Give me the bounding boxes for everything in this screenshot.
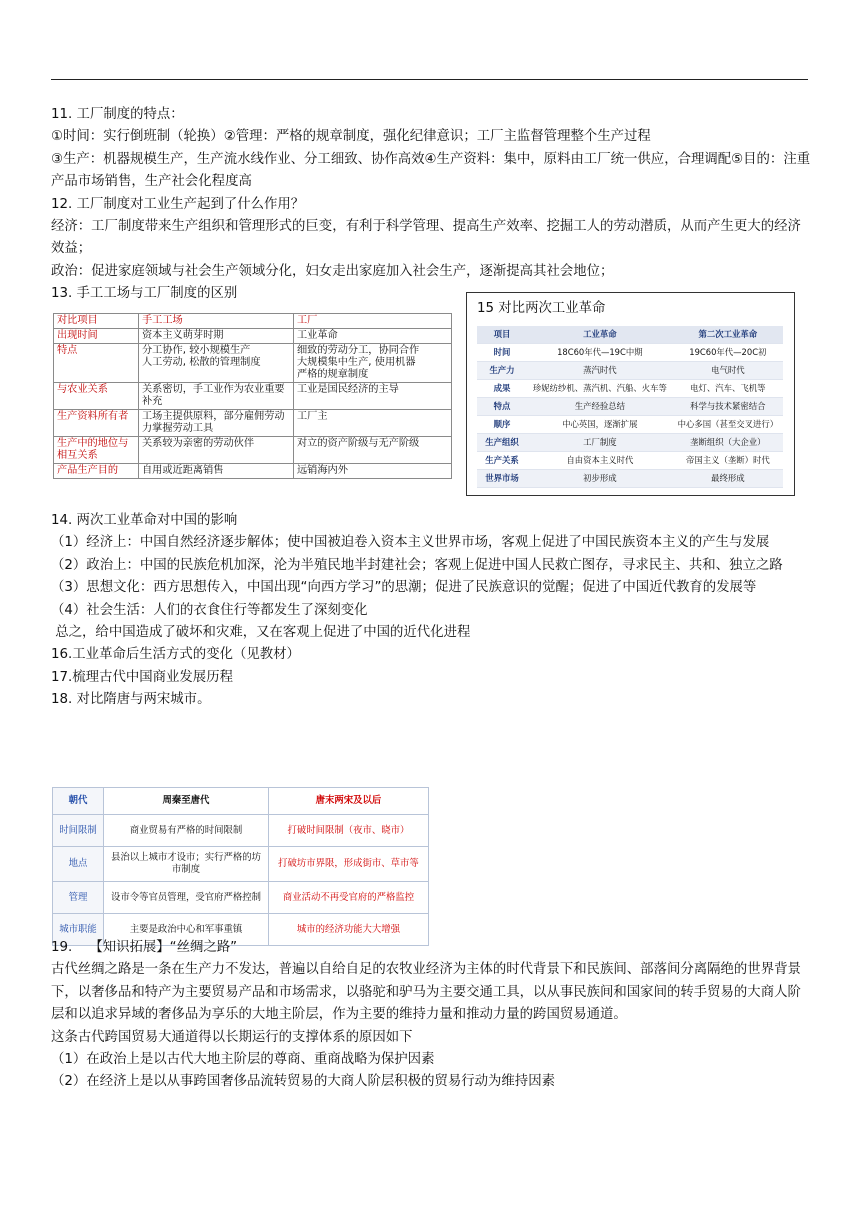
table-row <box>53 882 429 914</box>
row-label: 管理 <box>53 882 104 914</box>
section-14-line: （1）经济上：中国自然经济逐步解体；使中国被迫卷入资本主义世界市场，客观上促进了中国民族资本主义的产生与发展 <box>51 535 770 551</box>
table-cell: 打破坊市界限，形成街市、草市等 <box>269 847 429 882</box>
table-cell: 主要是政治中心和军事重镇 <box>104 914 269 946</box>
table-header-cell: 项目 <box>477 326 527 344</box>
section-19-line: （2）在经济上是以从事跨国奢侈品流转贸易的大商人阶层积极的贸易行动为维持因素 <box>51 1074 555 1090</box>
table-row <box>54 410 452 437</box>
row-label: 时间限制 <box>53 815 104 847</box>
section-14-title: 14. 两次工业革命对中国的影响 <box>51 513 238 528</box>
table-header-cell: 唐末两宋及以后 <box>269 788 429 815</box>
industrial-revolutions-table <box>477 326 783 488</box>
row-label: 生产组织 <box>477 434 527 452</box>
section-11-line: ③生产：机器规模生产，生产流水线作业、分工细致、协作高效④生产资料：集中，原料由工厂统一供应，合理调配⑤目的：注重产品市场销售，生产社会化程度高 <box>51 151 811 190</box>
section-18-title: 18. 对比隋唐与两宋城市。 <box>51 692 211 708</box>
table-row <box>477 470 783 488</box>
table-cell: 中心英国，逐渐扩展 <box>527 416 673 434</box>
row-label: 与农业关系 <box>54 383 139 410</box>
table-header-cell: 周秦至唐代 <box>104 788 269 815</box>
row-label: 时间 <box>477 344 527 362</box>
table-header-cell: 工业革命 <box>527 326 673 344</box>
section-11-title: 11. 工厂制度的特点： <box>51 107 184 122</box>
table-cell: 打破时间限制（夜市、晓市） <box>269 815 429 847</box>
table-cell: 自用或近距离销售 <box>139 464 294 479</box>
table-cell: 电灯、汽车、飞机等 <box>673 380 783 398</box>
row-label: 顺序 <box>477 416 527 434</box>
table-cell: 关系较为亲密的劳动伙伴 <box>139 437 294 464</box>
table-cell: 垄断组织（大企业） <box>673 434 783 452</box>
table-header-cell: 第二次工业革命 <box>673 326 783 344</box>
section-13-title: 13. 手工工场与工厂制度的区别 <box>51 286 238 302</box>
section-14-line: （4）社会生活：人们的衣食住行等都发生了深刻变化 <box>51 602 368 618</box>
table-cell: 科学与技术紧密结合 <box>673 398 783 416</box>
table-cell: 对立的资产阶级与无产阶级 <box>294 437 452 464</box>
row-label: 生产资料所有者 <box>54 410 139 437</box>
city-comparison-table <box>52 787 429 946</box>
section-14 <box>51 510 811 712</box>
row-label: 产品生产目的 <box>54 464 139 479</box>
table-cell: 细致的劳动分工，协同合作 大规模集中生产, 使用机器 严格的规章制度 <box>294 344 452 383</box>
industrial-revolutions-box <box>466 292 795 496</box>
table-row <box>54 464 452 479</box>
section-14-line: 总之，给中国造成了破坏和灾难，又在客观上促进了中国的近代化进程 <box>51 625 471 641</box>
section-16-title: 16.工业革命后生活方式的变化（见教材） <box>51 647 300 663</box>
table-row <box>53 847 429 882</box>
section-12-line: 政治：促进家庭领域与社会生产领域分化，妇女走出家庭加入社会生产，逐渐提高其社会地位； <box>51 263 614 279</box>
section-19-line: 这条古代跨国贸易大通道得以长期运行的支撑体系的原因如下 <box>51 1029 413 1045</box>
row-label: 出现时间 <box>54 329 139 344</box>
section-19-line: 古代丝绸之路是一条在生产力不发达，普遍以自给自足的农牧业经济为主体的时代背景下和民族间、部落间分离隔绝的世界背景下，以奢侈品和特产为主要贸易产品和市场需求，以骆驼和驴马为主要交通工具，以从事民族间和国家间的转手贸易的大商人阶层和以追求异域的奢侈品为享乐的大地主阶层，作为主要的维持力量和推动力量的跨国贸易通道。 <box>51 962 801 1023</box>
row-label: 特点 <box>477 398 527 416</box>
table-cell: 18C60年代—19C中期 <box>527 344 673 362</box>
table-row <box>54 344 452 383</box>
table-cell: 设市令等官员管理，受官府严格控制 <box>104 882 269 914</box>
row-label: 生产力 <box>477 362 527 380</box>
table-cell: 中心多国（甚至交叉进行） <box>673 416 783 434</box>
table-cell: 商业贸易有严格的时间限制 <box>104 815 269 847</box>
table-cell: 工场主提供原料，部分雇佣劳动力掌握劳动工具 <box>139 410 294 437</box>
table-cell: 分工协作, 较小规模生产 人工劳动, 松散的管理制度 <box>139 344 294 383</box>
section-19-line: （1）在政治上是以古代大地主阶层的尊商、重商战略为保护因素 <box>51 1052 435 1068</box>
table-row <box>477 398 783 416</box>
table-row <box>477 380 783 398</box>
table-row <box>477 344 783 362</box>
table-cell: 电气时代 <box>673 362 783 380</box>
table-cell: 珍妮纺纱机、蒸汽机、汽船、火车等 <box>527 380 673 398</box>
table-cell: 工业是国民经济的主导 <box>294 383 452 410</box>
table-cell: 帝国主义（垄断）时代 <box>673 452 783 470</box>
section-14-line: （2）政治上：中国的民族危机加深，沦为半殖民地半封建社会；客观上促进中国人民救亡图存，寻求民主、共和、独立之路 <box>51 557 783 573</box>
section-11 <box>51 104 811 306</box>
table-cell: 19C60年代—20C初 <box>673 344 783 362</box>
table-header-cell: 对比项目 <box>54 314 139 329</box>
table-cell: 初步形成 <box>527 470 673 488</box>
table-row <box>54 329 452 344</box>
section-17-title: 17.梳理古代中国商业发展历程 <box>51 669 233 685</box>
table-cell: 关系密切，手工业作为农业重要补充 <box>139 383 294 410</box>
table-row <box>477 434 783 452</box>
table-cell: 自由资本主义时代 <box>527 452 673 470</box>
table-row <box>477 362 783 380</box>
row-label: 地点 <box>53 847 104 882</box>
section-12-title: 12. 工厂制度对工业生产起到了什么作用？ <box>51 196 305 212</box>
table-row <box>53 815 429 847</box>
table-cell: 工厂制度 <box>527 434 673 452</box>
table-cell: 最终形成 <box>673 470 783 488</box>
table-row <box>477 452 783 470</box>
section-19-title: 19. 【知识拓展】“丝绸之路” <box>51 940 238 955</box>
section-19 <box>51 937 811 1094</box>
section-14-line: （3）思想文化：西方思想传入，中国出现“向西方学习”的思潮；促进了民族意识的觉醒；促进了中国近代教育的发展等 <box>51 580 757 596</box>
table-cell: 县治以上城市才设市；实行严格的坊市制度 <box>104 847 269 882</box>
section-11-line: ①时间：实行倒班制（轮换）②管理：严格的规章制度，强化纪律意识；工厂主监督管理整个生产过程 <box>51 129 651 145</box>
table-row <box>54 437 452 464</box>
section-12-line: 经济：工厂制度带来生产组织和管理形式的巨变，有利于科学管理、提高生产效率、挖掘工人的劳动潜质，从而产生更大的经济效益； <box>51 219 801 257</box>
table-row <box>477 416 783 434</box>
table-cell: 工厂主 <box>294 410 452 437</box>
table-cell: 生产经验总结 <box>527 398 673 416</box>
table-cell: 商业活动不再受官府的严格监控 <box>269 882 429 914</box>
table-cell: 工业革命 <box>294 329 452 344</box>
table-cell: 蒸汽时代 <box>527 362 673 380</box>
table-cell: 城市的经济功能大大增强 <box>269 914 429 946</box>
row-label: 生产关系 <box>477 452 527 470</box>
table-cell: 资本主义萌芽时期 <box>139 329 294 344</box>
row-label: 成果 <box>477 380 527 398</box>
handicraft-vs-factory-table <box>53 313 452 479</box>
table-header-cell: 朝代 <box>53 788 104 815</box>
section-15-title: 15 对比两次工业革命 <box>477 301 606 316</box>
table-header-cell: 手工工场 <box>139 314 294 329</box>
row-label: 特点 <box>54 344 139 383</box>
table-cell: 远销海内外 <box>294 464 452 479</box>
table-row <box>54 383 452 410</box>
row-label: 城市职能 <box>53 914 104 946</box>
row-label: 世界市场 <box>477 470 527 488</box>
header-rule <box>51 79 808 80</box>
table-header-cell: 工厂 <box>294 314 452 329</box>
row-label: 生产中的地位与相互关系 <box>54 437 139 464</box>
